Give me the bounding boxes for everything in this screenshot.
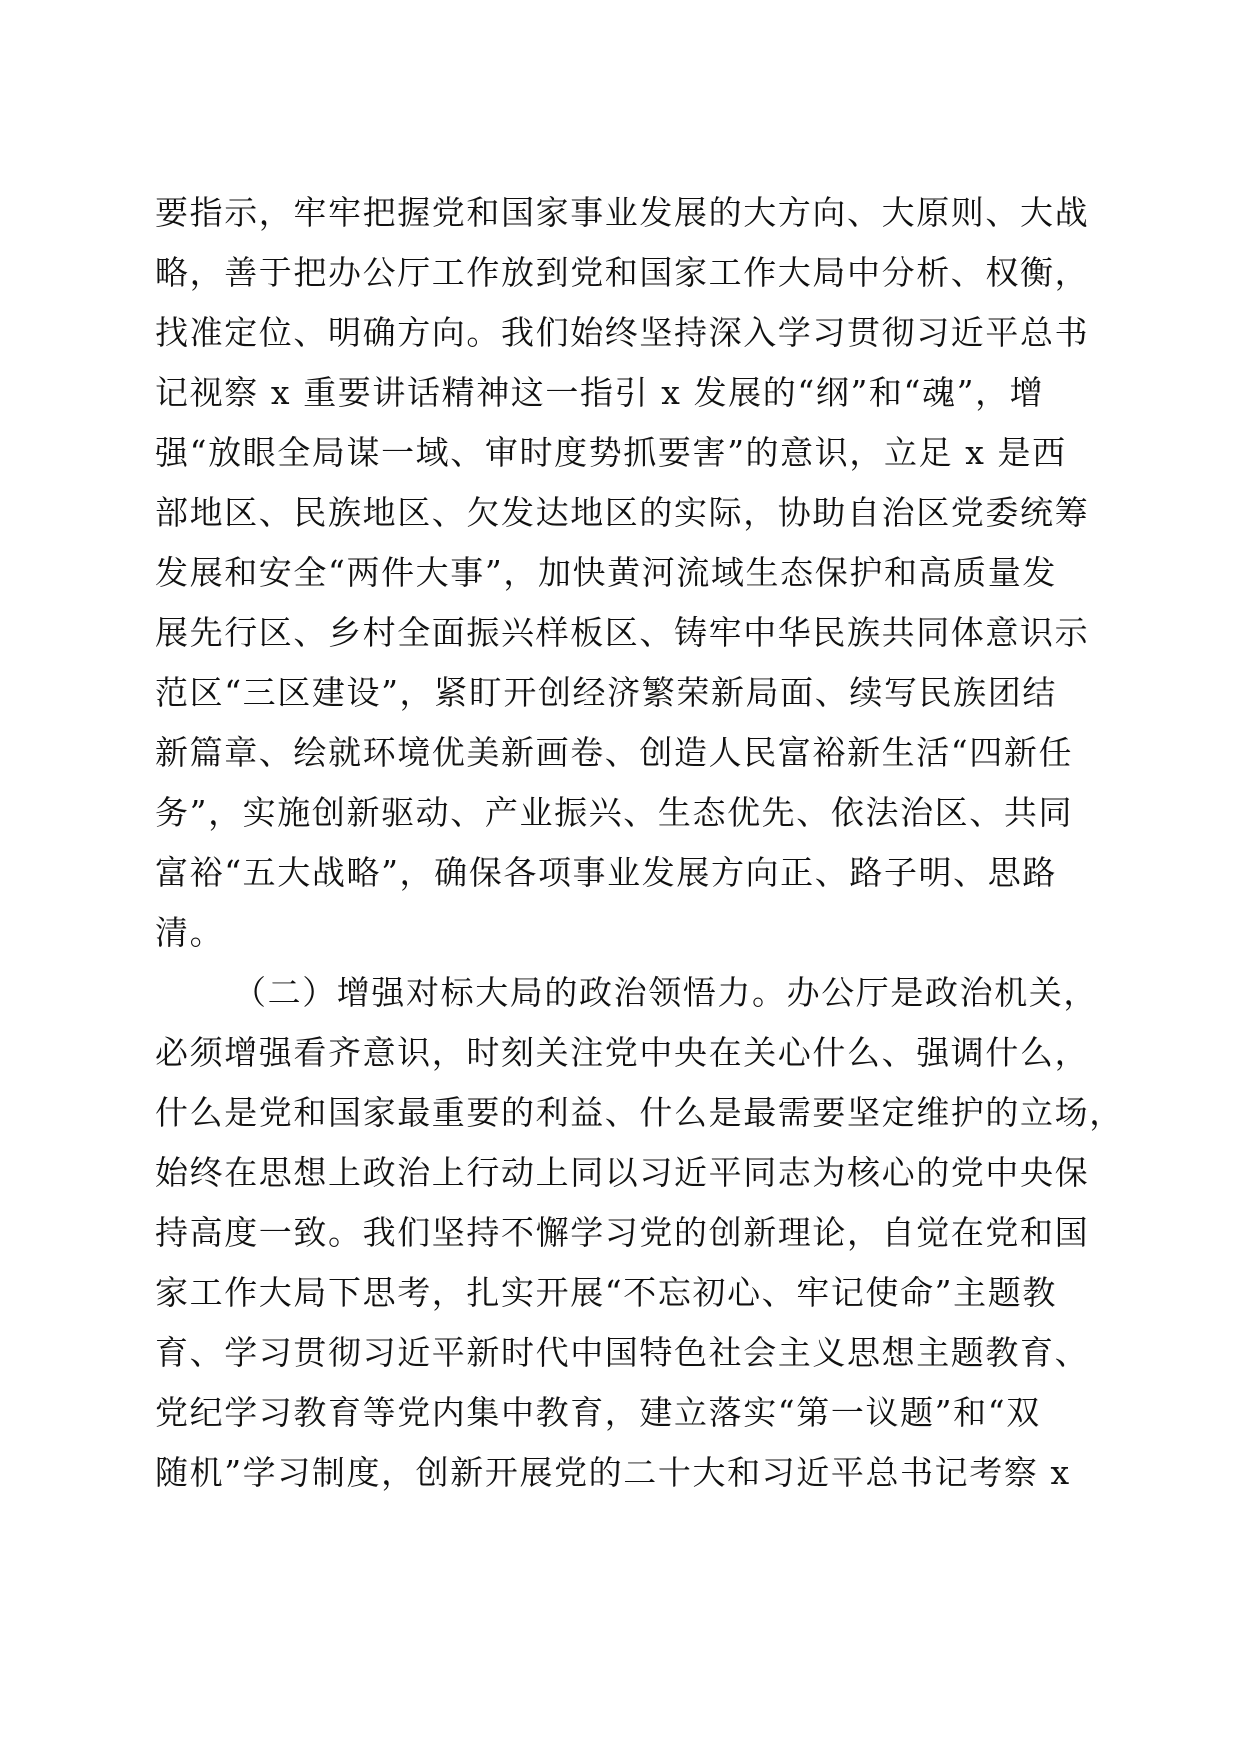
text-line: 记视察 x 重要讲话精神这一指引 x 发展的“纲”和“魂”，增 xyxy=(155,373,1045,412)
text-line: 要指示，牢牢把握党和国家事业发展的大方向、大原则、大战 xyxy=(155,193,1090,232)
text-line: 范区“三区建设”，紧盯开创经济繁荣新局面、续写民族团结 xyxy=(155,673,1057,712)
text-line: 随机”学习制度，创新开展党的二十大和习近平总书记考察 x xyxy=(155,1453,1071,1492)
text-line: 党纪学习教育等党内集中教育，建立落实“第一议题”和“双 xyxy=(155,1393,1041,1432)
text-line: 育、学习贯彻习近平新时代中国特色社会主义思想主题教育、 xyxy=(155,1333,1090,1372)
text-line: 部地区、民族地区、欠发达地区的实际，协助自治区党委统筹 xyxy=(155,493,1090,532)
section-heading-line: （二）增强对标大局的政治领悟力。办公厅是政治机关， xyxy=(233,973,1098,1012)
text-line: 富裕“五大战略”，确保各项事业发展方向正、路子明、思路 xyxy=(155,853,1057,892)
text-line: 什么是党和国家最重要的利益、什么是最需要坚定维护的立场， xyxy=(155,1093,1124,1132)
text-line: 清。 xyxy=(155,913,225,952)
text-line: 找准定位、明确方向。我们始终坚持深入学习贯彻习近平总书 xyxy=(155,313,1090,352)
text-line: 强“放眼全局谋一域、审时度势抓要害”的意识，立足 x 是西 xyxy=(155,433,1067,472)
text-line: 展先行区、乡村全面振兴样板区、铸牢中华民族共同体意识示 xyxy=(155,613,1090,652)
text-line: 必须增强看齐意识，时刻关注党中央在关心什么、强调什么， xyxy=(155,1033,1090,1072)
text-line: 发展和安全“两件大事”，加快黄河流域生态保护和高质量发 xyxy=(155,553,1057,592)
text-line: 持高度一致。我们坚持不懈学习党的创新理论，自觉在党和国 xyxy=(155,1213,1090,1252)
text-line: 家工作大局下思考，扎实开展“不忘初心、牢记使命”主题教 xyxy=(155,1273,1057,1312)
text-line: 始终在思想上政治上行动上同以习近平同志为核心的党中央保 xyxy=(155,1153,1090,1192)
text-line: 略，善于把办公厅工作放到党和国家工作大局中分析、权衡， xyxy=(155,253,1090,292)
text-line: 新篇章、绘就环境优美新画卷、创造人民富裕新生活“四新任 xyxy=(155,733,1074,772)
text-line: 务”，实施创新驱动、产业振兴、生态优先、依法治区、共同 xyxy=(155,793,1074,832)
